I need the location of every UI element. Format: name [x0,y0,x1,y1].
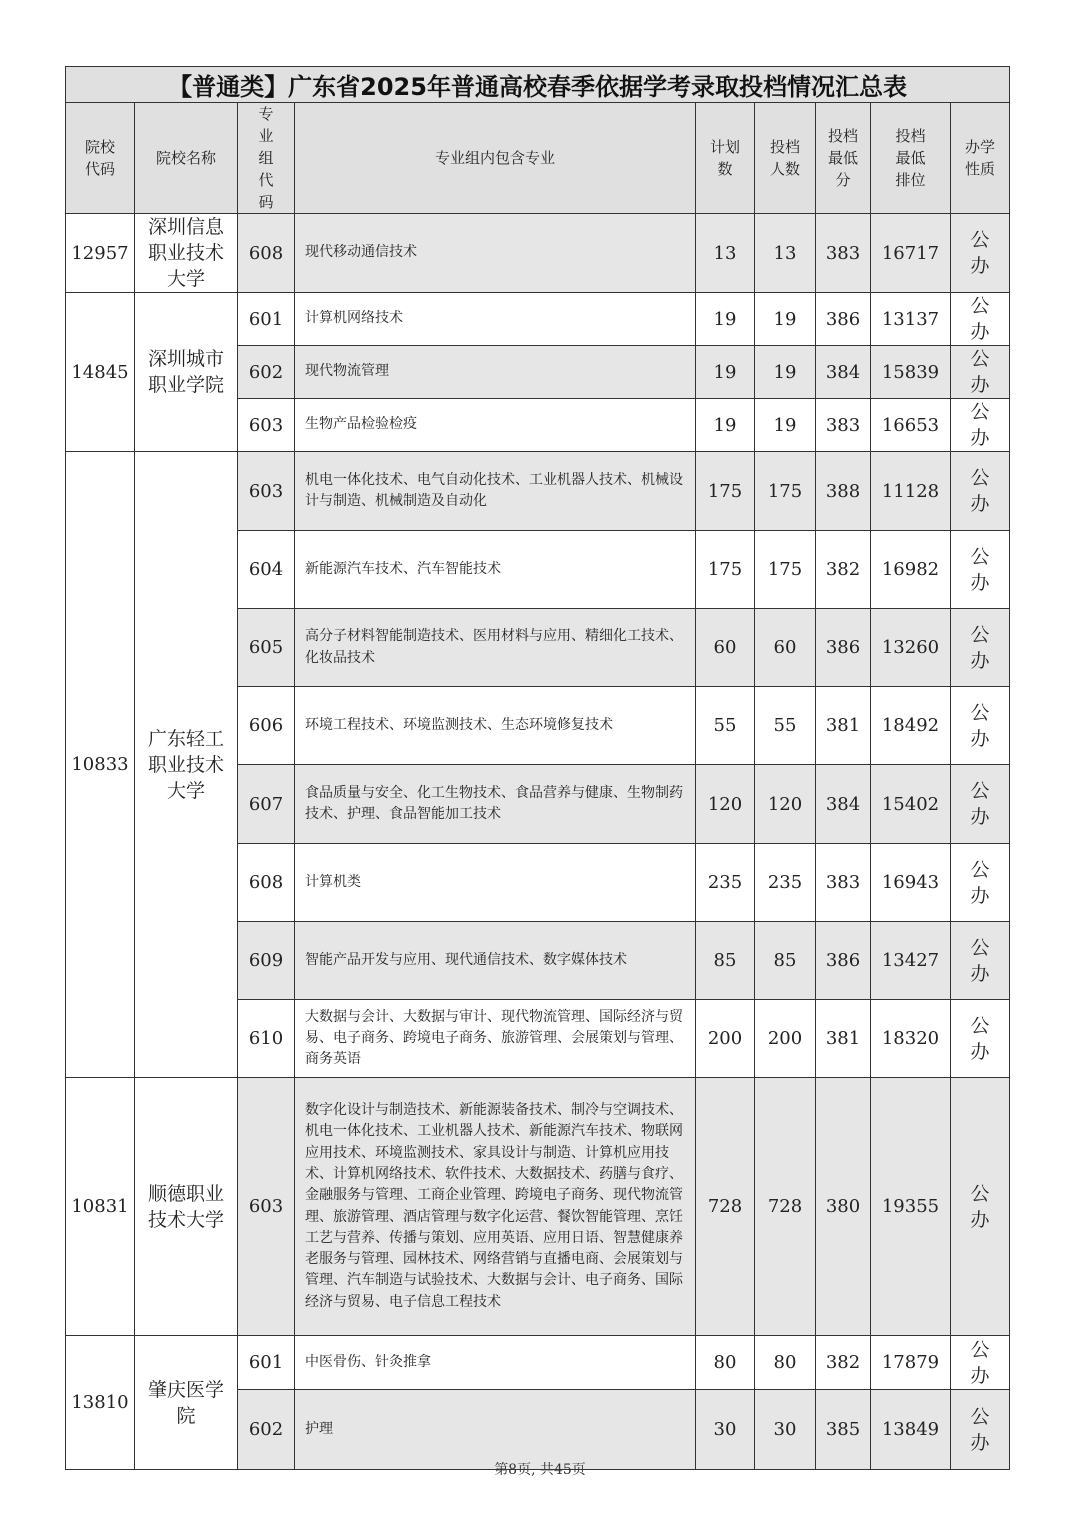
admitted-cell: 55 [755,687,816,765]
majors-cell: 中医骨伤、针灸推拿 [295,1336,696,1390]
plan-cell: 200 [696,1000,755,1078]
table-body [66,214,1010,1470]
group-code-cell: 608 [238,844,295,922]
header-group-code: 专业组代码 [238,103,295,214]
nature-cell [951,687,1010,765]
admitted-cell: 19 [755,293,816,346]
plan-cell: 19 [696,346,755,399]
min-score-cell: 383 [816,399,871,452]
school-name: 肇庆医学院 [147,1378,224,1427]
group-code-cell: 603 [238,399,295,452]
plan-cell: 175 [696,452,755,531]
min-score-cell: 386 [816,293,871,346]
majors-cell: 现代移动通信技术 [295,214,696,293]
nature-text: 公办 [970,229,990,277]
min-rank-cell: 16717 [871,214,951,293]
plan-cell: 19 [696,399,755,452]
group-code-cell: 605 [238,609,295,687]
school-name: 顺德职业技术大学 [147,1182,224,1231]
min-rank-cell: 13137 [871,293,951,346]
plan-cell: 55 [696,687,755,765]
nature-text: 公办 [970,348,990,396]
admitted-cell: 175 [755,531,816,609]
table-row [66,214,1010,293]
nature-cell [951,765,1010,844]
group-code-cell: 603 [238,452,295,531]
header-school-name: 院校名称 [135,103,238,214]
majors-cell: 高分子材料智能制造技术、医用材料与应用、精细化工技术、化妆品技术 [295,609,696,687]
nature-cell [951,452,1010,531]
header-majors: 专业组内包含专业 [295,103,696,214]
group-code-cell: 609 [238,922,295,1000]
school-code-cell: 14845 [66,293,135,452]
majors-cell: 机电一体化技术、电气自动化技术、工业机器人技术、机械设计与制造、机械制造及自动化 [295,452,696,531]
nature-cell [951,844,1010,922]
table-title: 【普通类】广东省2025年普通高校春季依据学考录取投档情况汇总表 [66,67,1010,103]
nature-text: 公办 [970,623,990,672]
group-code-cell: 603 [238,1078,295,1336]
min-rank-cell: 16982 [871,531,951,609]
admitted-cell: 175 [755,452,816,531]
plan-cell: 85 [696,922,755,1000]
admitted-cell: 85 [755,922,816,1000]
nature-cell [951,1078,1010,1336]
min-score-cell: 382 [816,531,871,609]
min-score-cell: 383 [816,844,871,922]
school-name-cell [135,1336,238,1470]
nature-text: 公办 [970,545,990,594]
admitted-cell: 30 [755,1390,816,1470]
table-row [66,1078,1010,1336]
nature-text: 公办 [970,858,990,907]
majors-cell: 大数据与会计、大数据与审计、现代物流管理、国际经济与贸易、电子商务、跨境电子商务、旅游管理、会展策划与管理、商务英语 [295,1000,696,1078]
min-score-cell: 384 [816,346,871,399]
header-plan: 计划数 [696,103,755,214]
min-rank-cell: 16653 [871,399,951,452]
majors-cell: 现代物流管理 [295,346,696,399]
school-code-cell: 12957 [66,214,135,293]
group-code-cell: 610 [238,1000,295,1078]
plan-cell: 728 [696,1078,755,1336]
admitted-cell: 19 [755,399,816,452]
page-footer: 第8页, 共45页 [494,1462,586,1478]
plan-cell: 30 [696,1390,755,1470]
min-score-cell: 381 [816,1000,871,1078]
nature-cell [951,922,1010,1000]
nature-cell [951,609,1010,687]
min-rank-cell: 13849 [871,1390,951,1470]
table-row [66,1336,1010,1390]
group-code-cell: 606 [238,687,295,765]
min-rank-cell: 18492 [871,687,951,765]
min-score-cell: 386 [816,922,871,1000]
min-score-cell: 386 [816,609,871,687]
nature-cell [951,214,1010,293]
nature-cell [951,1336,1010,1390]
min-score-cell: 385 [816,1390,871,1470]
table-row [66,293,1010,346]
nature-text: 公办 [970,1014,990,1063]
nature-cell [951,1000,1010,1078]
group-code-cell: 601 [238,293,295,346]
table-row [66,452,1010,531]
school-name: 深圳城市职业学院 [147,348,224,396]
nature-cell [951,293,1010,346]
plan-cell: 235 [696,844,755,922]
school-name-cell [135,293,238,452]
header-nature: 办学性质 [951,103,1010,214]
nature-text: 公办 [970,1338,990,1387]
admitted-cell: 19 [755,346,816,399]
admitted-cell: 13 [755,214,816,293]
majors-cell: 食品质量与安全、化工生物技术、食品营养与健康、生物制药技术、护理、食品智能加工技术 [295,765,696,844]
school-name: 广东轻工职业技术大学 [147,727,224,802]
majors-cell: 环境工程技术、环境监测技术、生态环境修复技术 [295,687,696,765]
min-rank-cell: 13427 [871,922,951,1000]
nature-text: 公办 [970,401,990,449]
school-name-cell [135,1078,238,1336]
min-score-cell: 381 [816,687,871,765]
header-school-code: 院校代码 [66,103,135,214]
nature-cell [951,1390,1010,1470]
nature-text: 公办 [970,936,990,985]
school-name: 深圳信息职业技术大学 [147,216,224,290]
majors-cell: 数字化设计与制造技术、新能源装备技术、制冷与空调技术、机电一体化技术、工业机器人技术、新能源汽车技术、物联网应用技术、环境监测技术、家具设计与制造、计算机应用技术、计算机网络技术、软件技术、大数据技术、药膳与食疗、金融服务与管理、工商企业管理、跨境电子商务、现代物流管理、旅游管理、酒店管理与数字化运营、餐饮智能管理、烹饪工艺与营养、传播与策划、应用英语、应用日语、智慧健康养老服务与管理、园林技术、网络营销与直播电商、会展策划与管理、汽车制造与试验技术、大数据与会计、电子商务、国际经济与贸易、电子信息工程技术 [295,1078,696,1336]
plan-cell: 19 [696,293,755,346]
nature-cell [951,531,1010,609]
group-code-cell: 602 [238,1390,295,1470]
nature-text: 公办 [970,467,990,515]
majors-cell: 计算机网络技术 [295,293,696,346]
school-code-cell: 10833 [66,452,135,1078]
majors-cell: 护理 [295,1390,696,1470]
plan-cell: 175 [696,531,755,609]
nature-text: 公办 [970,295,990,343]
majors-cell: 新能源汽车技术、汽车智能技术 [295,531,696,609]
nature-text: 公办 [970,1405,990,1454]
nature-cell [951,399,1010,452]
admitted-cell: 120 [755,765,816,844]
nature-text: 公办 [970,780,990,828]
school-code-cell: 10831 [66,1078,135,1336]
min-score-cell: 388 [816,452,871,531]
min-rank-cell: 17879 [871,1336,951,1390]
min-rank-cell: 15839 [871,346,951,399]
school-name-cell [135,214,238,293]
plan-cell: 80 [696,1336,755,1390]
admitted-cell: 80 [755,1336,816,1390]
group-code-cell: 602 [238,346,295,399]
majors-cell: 智能产品开发与应用、现代通信技术、数字媒体技术 [295,922,696,1000]
admitted-cell: 60 [755,609,816,687]
min-score-cell: 380 [816,1078,871,1336]
min-rank-cell: 15402 [871,765,951,844]
header-min-score: 投档最低分 [816,103,871,214]
header-min-rank: 投档最低排位 [871,103,951,214]
group-code-cell: 608 [238,214,295,293]
admission-summary-sheet [65,66,1009,1470]
school-name-cell [135,452,238,1078]
group-code-cell: 601 [238,1336,295,1390]
min-rank-cell: 11128 [871,452,951,531]
admitted-cell: 235 [755,844,816,922]
group-code-cell: 604 [238,531,295,609]
admitted-cell: 728 [755,1078,816,1336]
min-score-cell: 384 [816,765,871,844]
admitted-cell: 200 [755,1000,816,1078]
nature-text: 公办 [970,1182,990,1231]
plan-cell: 120 [696,765,755,844]
min-score-cell: 383 [816,214,871,293]
admission-table [65,66,1010,1470]
min-rank-cell: 13260 [871,609,951,687]
school-code-cell: 13810 [66,1336,135,1470]
min-score-cell: 382 [816,1336,871,1390]
nature-cell [951,346,1010,399]
plan-cell: 60 [696,609,755,687]
min-rank-cell: 18320 [871,1000,951,1078]
majors-cell: 生物产品检验检疫 [295,399,696,452]
min-rank-cell: 19355 [871,1078,951,1336]
majors-cell: 计算机类 [295,844,696,922]
nature-text: 公办 [970,701,990,750]
plan-cell: 13 [696,214,755,293]
header-admitted: 投档人数 [755,103,816,214]
group-code-cell: 607 [238,765,295,844]
min-rank-cell: 16943 [871,844,951,922]
